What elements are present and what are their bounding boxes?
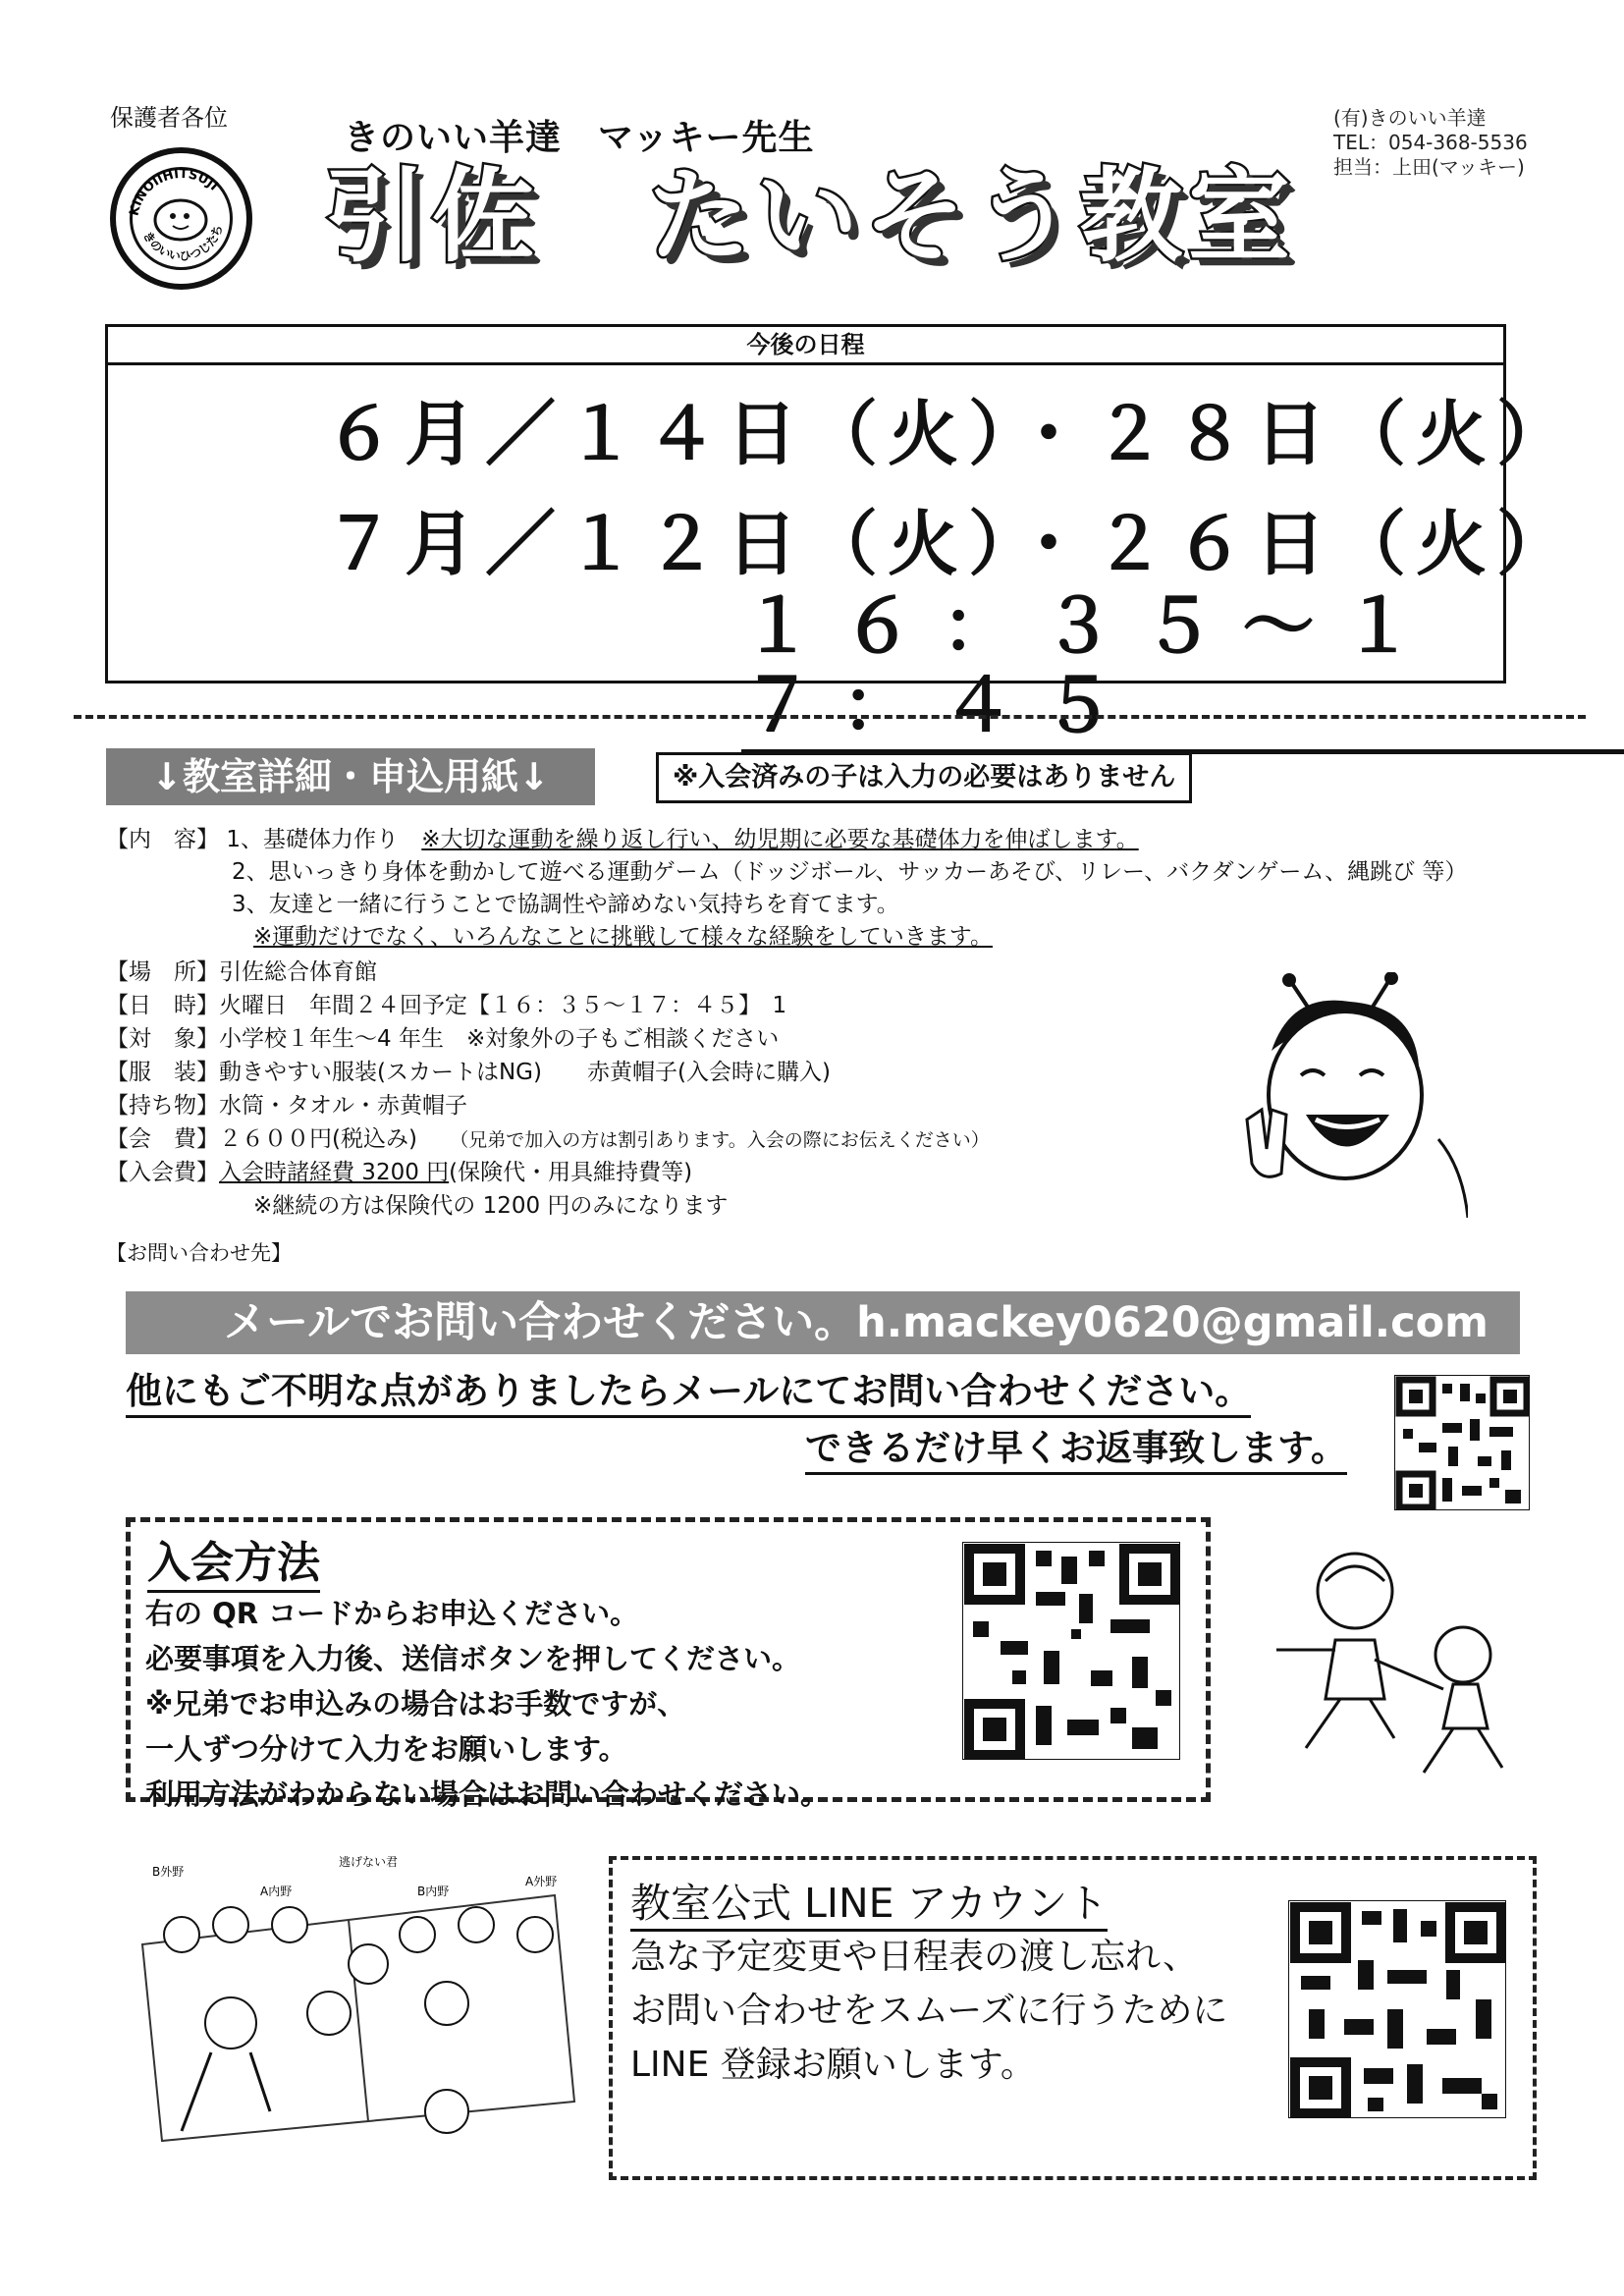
notice-badge: ※入会済みの子は入力の必要はありません (656, 752, 1192, 803)
join-title: 入会方法 (147, 1527, 320, 1593)
detail-row-content (106, 821, 1139, 853)
detail-value: 3、友達と一緒に行うことで協調性や諦めない気持ちを育てます。 (232, 892, 899, 917)
subtitle: きのいい羊達 マッキー先生 (344, 118, 815, 158)
detail-key: 【日 時】 (106, 993, 219, 1018)
detail-value: 動きやすい服装(スカートはNG) 赤黄帽子(入会時に購入) (219, 1060, 831, 1085)
detail-row-entry-fee (106, 1154, 692, 1186)
page-title: 引佐 たいそう教室 (324, 156, 1297, 276)
detail-key: 【持ち物】 (106, 1093, 219, 1119)
detail-row-content-2 (232, 853, 1467, 886)
detail-row-fee (106, 1121, 990, 1153)
teacher-cartoon-icon (1232, 972, 1468, 1247)
line-text-line: お問い合わせをスムーズに行うために (630, 1991, 1228, 2031)
detail-row-content-note (253, 918, 993, 951)
section-divider (74, 715, 1586, 719)
qr-code-icon[interactable] (962, 1542, 1180, 1760)
detail-value: 1、基礎体力作り (226, 827, 399, 852)
svg-text:きのいいひつじたち: きのいいひつじたち (140, 223, 226, 264)
line-qr-code-icon[interactable] (1288, 1900, 1506, 2118)
svg-text:KINOIIHITSUJI: KINOIIHITSUJI (127, 166, 221, 218)
line-description (630, 1930, 1227, 2092)
company-contact: 担当：上田(マッキー) (1333, 155, 1525, 179)
detail-row-content-3 (232, 886, 899, 918)
email-banner[interactable]: メールでお問い合わせください。h.mackey0620@gmail.com (126, 1291, 1520, 1354)
detail-value: 引佐総合体育館 (219, 959, 377, 985)
detail-row-datetime (106, 987, 786, 1019)
schedule-june: ６月／１４日（火）・２８日（火） (324, 393, 1578, 475)
detail-key: 【服 装】 (106, 1060, 219, 1085)
svg-text:B内野: B内野 (417, 1885, 450, 1898)
contact-text-2: できるだけ早くお返事致します。 (805, 1418, 1347, 1475)
running-kids-illustration-icon (1267, 1542, 1532, 1797)
detail-key: 【入会費】 (106, 1160, 219, 1185)
detail-row-entry-note (253, 1187, 728, 1220)
line-title: 教室公式 LINE アカウント (630, 1871, 1108, 1932)
detail-key: 【会 費】 (106, 1126, 219, 1152)
detail-row-place (106, 954, 377, 986)
schedule-time: １６：３５～１７：４５ (741, 587, 1624, 754)
svg-text:B外野: B外野 (152, 1865, 185, 1879)
svg-text:A内野: A内野 (260, 1885, 293, 1898)
detail-row-clothing (106, 1054, 831, 1086)
recipient-label: 保護者各位 (110, 104, 228, 132)
detail-value: ※継続の方は保険代の 1200 円のみになります (253, 1193, 729, 1219)
detail-value: ２６００円(税込み) (219, 1126, 417, 1152)
details-label: ↓教室詳細・申込用紙↓ (106, 748, 595, 805)
company-name: (有)きのいい羊達 (1333, 106, 1487, 130)
detail-value: 水筒・タオル・赤黄帽子 (219, 1093, 467, 1119)
inquiry-heading: 【お問い合わせ先】 (106, 1241, 292, 1265)
schedule-july: ７月／１２日（火）・２６日（火） (324, 503, 1578, 585)
join-line: 必要事項を入力後、送信ボタンを押してください。 (145, 1642, 801, 1675)
detail-row-target (106, 1020, 779, 1053)
detail-key: 【場 所】 (106, 959, 219, 985)
detail-key: 【対 象】 (106, 1026, 219, 1052)
company-tel: TEL：054-368-5536 (1333, 131, 1528, 154)
join-line: 右の QR コードからお申込ください。 (145, 1597, 639, 1630)
join-line: ※兄弟でお申込みの場合はお手数ですが、 (145, 1687, 686, 1721)
detail-extra: （兄弟で加入の方は割引あります。入会の際にお伝えください） (450, 1129, 990, 1151)
detail-row-items (106, 1087, 467, 1120)
detail-key: 【内 容】 (106, 827, 219, 852)
dodgeball-illustration-icon (123, 1856, 584, 2160)
detail-extra: ※大切な運動を繰り返し行い、幼児期に必要な基礎体力を伸ばします。 (421, 827, 1139, 852)
svg-text:逃げない君: 逃げない君 (339, 1856, 399, 1869)
detail-value: 火曜日 年間２４回予定【１６：３５～１７：４５】 1 (219, 993, 787, 1018)
logo-emblem-icon (110, 147, 252, 290)
company-info (1333, 106, 1528, 180)
contact-text-1: 他にもご不明な点がありましたらメールにてお問い合わせください。 (126, 1361, 1251, 1418)
qr-code-icon[interactable] (1394, 1375, 1530, 1510)
detail-extra: (保険代・用具維持費等) (449, 1160, 693, 1185)
svg-text:A外野: A外野 (525, 1875, 558, 1888)
join-instructions (145, 1591, 829, 1817)
join-line: 一人ずつ分けて入力をお願いします。 (145, 1732, 627, 1766)
line-text-line: 急な予定変更や日程表の渡し忘れ、 (630, 1937, 1199, 1977)
join-line: 利用方法がわからない場合はお問い合わせください。 (145, 1777, 830, 1811)
detail-value: 入会時諸経費 3200 円 (219, 1160, 450, 1185)
detail-value: 2、思いっきり身体を動かして遊べる運動ゲーム（ドッジボール、サッカーあそび、リレー、バクダンゲーム、縄跳び 等） (232, 859, 1468, 885)
schedule-heading: 今後の日程 (108, 327, 1503, 365)
detail-value: 小学校１年生～4 年生 ※対象外の子もご相談ください (219, 1026, 780, 1052)
detail-extra: ※運動だけでなく、いろんなことに挑戦して様々な経験をしていきます。 (253, 924, 993, 950)
line-text-line: LINE 登録お願いします。 (630, 2045, 1036, 2085)
